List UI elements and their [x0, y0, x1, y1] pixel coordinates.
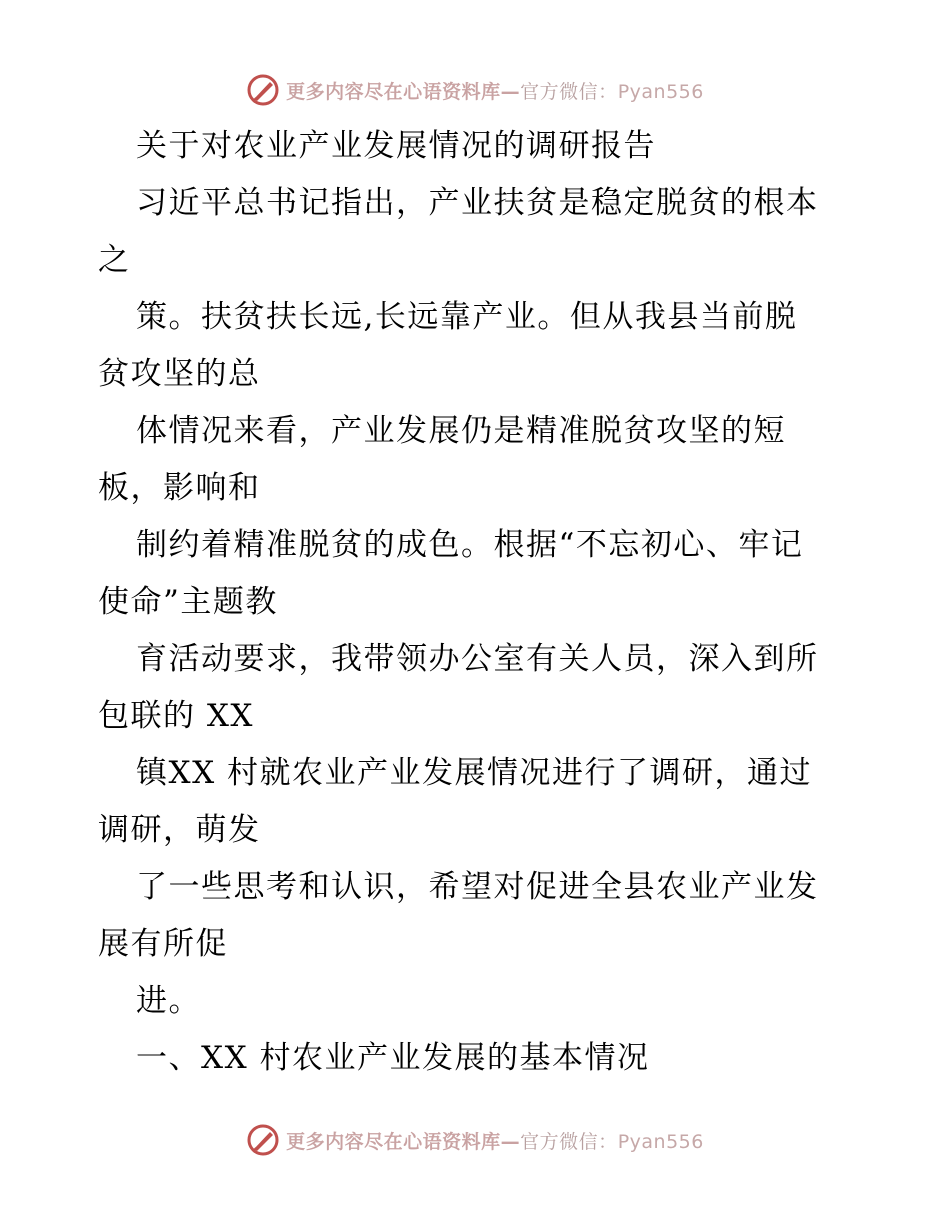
- paragraph-line: 调研，萌发: [98, 812, 261, 848]
- footer-watermark: [0, 1120, 950, 1160]
- watermark-dash: —: [500, 1130, 521, 1153]
- paragraph-line: 了一些思考和认识，希望对促进全县农业产业发: [136, 869, 819, 905]
- paragraph-line: 板，影响和: [98, 470, 261, 506]
- watermark-main: 更多内容尽在心语资料库: [286, 1130, 501, 1153]
- paragraph-line: 策。扶贫扶长远,长远靠产业。但从我县当前脱: [136, 299, 798, 335]
- watermark-wechat-id: Pyan556: [617, 1130, 704, 1153]
- paragraph-line: 习近平总书记指出，产业扶贫是稳定脱贫的根本: [136, 185, 819, 221]
- watermark-sub: 官方微信：: [520, 1130, 618, 1153]
- paragraph-line: 之: [98, 242, 131, 278]
- document-body: [98, 118, 868, 1087]
- paragraph-line: 一、XX 村农业产业发展的基本情况: [136, 1040, 650, 1076]
- watermark-text: [286, 1127, 704, 1154]
- watermark-sub: 官方微信：: [520, 80, 618, 103]
- watermark-wechat-id: Pyan556: [617, 80, 704, 103]
- paragraph-line: 育活动要求，我带领办公室有关人员，深入到所: [136, 641, 819, 677]
- paragraph-line: 贫攻坚的总: [98, 356, 261, 392]
- header-watermark: [0, 70, 950, 110]
- quill-seal-icon: [246, 1123, 280, 1157]
- paragraph-line: 使命”主题教: [98, 584, 278, 620]
- quill-seal-icon: [246, 73, 280, 107]
- watermark-main: 更多内容尽在心语资料库: [286, 80, 501, 103]
- paragraph-line: 体情况来看，产业发展仍是精准脱贫攻坚的短: [136, 413, 786, 449]
- watermark-dash: —: [500, 80, 521, 103]
- paragraph-line: 展有所促: [98, 926, 228, 962]
- paragraph-line: 制约着精准脱贫的成色。根据“不忘初心、牢记: [136, 527, 804, 563]
- paragraph-line: 镇XX 村就农业产业发展情况进行了调研，通过: [136, 755, 812, 791]
- paragraph-line: 进。: [136, 983, 201, 1019]
- paragraph-line: 包联的 XX: [98, 698, 254, 734]
- paragraph-line: 关于对农业产业发展情况的调研报告: [136, 128, 656, 164]
- watermark-text: [286, 77, 704, 104]
